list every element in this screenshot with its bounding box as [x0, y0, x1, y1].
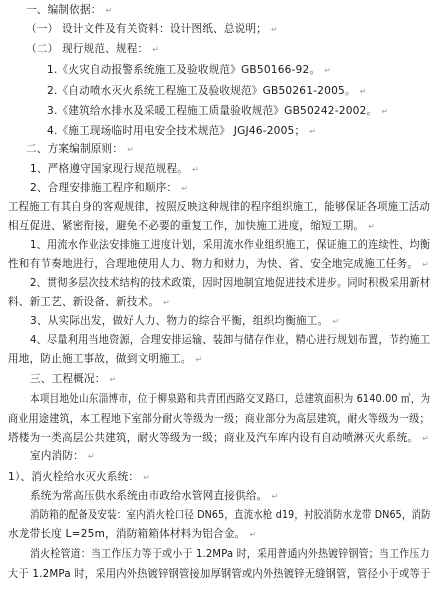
doc-line: 1.《火灾自动报警系统施工及验收规范》GB50166-92。 ↵ — [47, 64, 332, 76]
doc-line: 相互促进、紧密衔接，避免不必要的重复工作，加快施工进度，缩短工期。 ↵ — [8, 220, 376, 232]
doc-line: 1）、消火栓给水灭火系统： ↵ — [8, 471, 151, 483]
doc-line: 2.《自动喷水灭火系统工程施工及验收规范》GB50261-2005。 ↵ — [47, 85, 367, 97]
doc-line: 性和有节奏地进行，合理地使用人力、物力和财力，为快、省、安全地完成施工任务。 ↵ — [8, 258, 430, 270]
doc-line: 2、合理安排施工程序和顺序： ↵ — [30, 182, 189, 194]
doc-line: 1、严格遵守国家现行规范规程。 ↵ — [30, 163, 199, 175]
doc-line: 4.《施工现场临时用电安全技术规范》 JGJ46-2005； ↵ — [47, 125, 317, 137]
doc-line: 1、用流水作业法安排施工进度计划，采用流水作业组织施工，保证施工的连续性、均衡 — [30, 239, 431, 251]
doc-line: 系统为常高压供水系统由市政给水管网直接供给。 ↵ — [30, 490, 279, 502]
doc-line: 2、贯彻多层次技术结构的技术政策，因时因地制宜地促进技术进步。同时积极采用新材 — [30, 277, 431, 289]
doc-line: 3.《建筑给水排水及采暖工程施工质量验收规范》GB50242-2002。 ↵ — [47, 105, 389, 117]
doc-line: 商业用途建筑，本工程地下室部分耐火等级为一级；商业部分为高层建筑，耐火等级为一级； — [8, 413, 430, 425]
doc-line: 4、尽量利用当地资源，合理安排运输、装卸与储存作业，精心进行规划布置，节约施工 — [30, 334, 431, 346]
doc-line: 本项目地处山东淄博市，位于柳泉路和共青团西路交叉路口，总建筑面积为 6140.00 ㎡，为 — [30, 393, 431, 405]
doc-line: 用地，防止施工事故，做到文明施工。 ↵ — [8, 353, 203, 365]
doc-line: 室内消防： ↵ — [30, 450, 95, 462]
doc-line: 塔楼为一类高层公共建筑，耐火等级为一级；商业及汽车库内设有自动喷淋灭火系统。 ↵ — [8, 432, 430, 444]
doc-line: 工程施工有其自身的客观规律，按照反映这种规律的程序组织施工，能够保证各项施工活动 — [8, 201, 430, 213]
doc-line: 三、工程概况： ↵ — [30, 373, 117, 385]
doc-line: 水龙带长度 L=25m，消防箱箱体材料为铝合金。 ↵ — [8, 528, 257, 540]
doc-line: 大于 1.2MPa 时，采用内外热镀锌钢管接加厚钢管或内外热镀锌无缝钢管，管径小于或等于 — [8, 568, 431, 580]
doc-line: 一、编制依据： ↵ — [26, 4, 113, 16]
doc-line: 料、新工艺、新设备、新技术。 ↵ — [8, 296, 171, 308]
doc-line: 消火栓管道：当工作压力等于或小于 1.2MPa 时，采用普通内外热镀锌钢管；当工作压力 — [30, 548, 430, 560]
doc-line: （一） 设计文件及有关资料：设计图纸、总说明； ↵ — [26, 23, 278, 35]
doc-line: 消防箱的配备及安装：室内消火栓口径 DN65，直流水枪 d19，衬胶消防水龙带 DN65，消防 — [30, 509, 431, 521]
doc-line: 二、方案编制原则： ↵ — [26, 143, 135, 155]
doc-line: 3、从实际出发，做好人力、物力的综合平衡，组织均衡施工。 ↵ — [30, 315, 340, 327]
doc-line: （二） 现行规范、规程： ↵ — [26, 43, 160, 55]
